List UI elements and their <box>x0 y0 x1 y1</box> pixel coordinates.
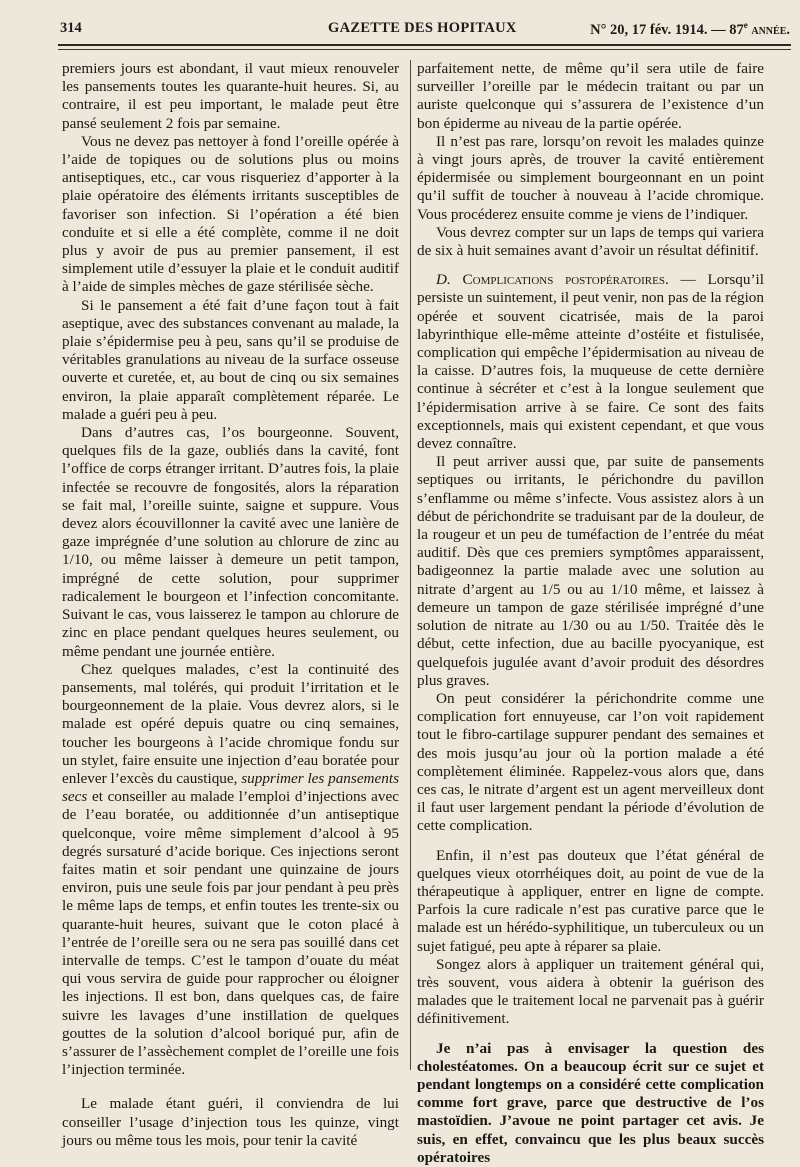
page-number: 314 <box>60 20 82 36</box>
left-paragraph-1: premiers jours est abondant, il vaut mieux renouveler les pansements toutes les quarante-huit heures. Si, au contraire, il est peu important, le malade peut être pansé seulement 2 fois par semaine. <box>62 60 399 132</box>
section-heading: Complications postopératoires. <box>462 271 669 289</box>
journal-title: GAZETTE DES HOPITAUX <box>328 20 517 36</box>
left-paragraph-2: Vous ne devez pas nettoyer à fond l’oreille opérée à l’aide de topiques ou de solutions plus ou moins antiseptiques, etc., car vous risqueriez d’apporter à la plaie opératoire des éléments irritants susceptibles de favoriser son infection. Si l’opération a été bien conduite et si elle a été complète, comme il ne doit plus y avoir de pus au premier pansement, il est simplement utile d’essuyer la plaie et le conduit auditif à l’aide de simples mèches de gaze stérilisée sèche. <box>62 132 399 296</box>
section-d-body: — Lorsqu’il persiste un suintement, il peut venir, non pas de la région opérée et souvent cicatrisée, mais de la paroi labyrinthique elle-même atteinte d’ostéite et fistulisée, complication qui empêche l’épidermisation au niveau de la caisse. D’autres fois, la muqueuse de cette dernière continue à sécréter et c’est à la longue seulement que l’épidermisation arrive à se faire. Ce sont des faits exceptionnels, mais qui existent cependant, et que vous devez connaître. <box>417 271 764 453</box>
left-paragraph-5 <box>62 661 399 1080</box>
left-paragraph-6: Le malade étant guéri, il conviendra de lui conseiller l’usage d’injection tous les quinze, vingt jours ou même tous les mois, pour tenir la cavité <box>62 1095 399 1149</box>
header-rule-thick <box>58 44 791 46</box>
header-rule-thin <box>58 49 791 50</box>
running-header <box>60 20 790 42</box>
right-paragraph-8: Songez alors à appliquer un traitement général qui, très souvent, vous aidera à obtenir la guérison des malades que le traitement local ne parvenait pas à guérir définitivement. <box>417 955 764 1028</box>
right-section-d-paragraph <box>417 271 764 453</box>
issue-year-label: année. <box>747 21 790 38</box>
left-column <box>62 60 399 1150</box>
right-paragraph-3: Vous devrez compter sur un laps de temps qui variera de six à huit semaines avant d’avoir un résultat définitif. <box>417 223 764 260</box>
right-paragraph-1: parfaitement nette, de même qu’il sera utile de faire surveiller l’oreille par le médecin traitant ou par un auriste quelconque qui s’assurera de l’existence d’un bon épiderme au niveau de la partie opérée. <box>417 60 764 132</box>
right-paragraph-2: Il n’est pas rare, lorsqu’on revoit les malades quinze à vingt jours après, de trouver la cavité entièrement épidermisée ou simplement bourgeonnant en un point qu’il suffit de toucher à nouveau à l’acide chromique. Vous procéderez ensuite comme je viens de l’indiquer. <box>417 132 764 223</box>
issue-info <box>590 20 790 39</box>
right-paragraph-6: On peut considérer la périchondrite comme une complication fort ennuyeuse, car l’on voit rapidement tout le fibro-cartilage suppurer pendant des semaines et des mois jusqu’au jour où la portion malade a été complètement éliminée. Rappelez-vous alors que, dans ces cas, le nitrate d’argent est un agent merveilleux dont il faut user largement pendant la période d’évolution de cette complication. <box>417 689 764 835</box>
right-paragraph-9: Je n’ai pas à envisager la question des cholestéatomes. On a beaucoup écrit sur ce sujet et pendant longtemps on a considéré cette complication comme fort grave, parce que destructive de l’os mastoïdien. J’avoue ne point partager cet avis. Je suis, en effet, convaincu que les plus beaux succès opératoires <box>417 1039 764 1166</box>
right-paragraph-5: Il peut arriver aussi que, par suite de pansements septiques ou irritants, le périchondre du pavillon s’enflamme ou même s’infecte. Vous assistez alors à un début de périchondrite se traduisant par de la douleur, de la rougeur et un peu de tuméfaction de l’entrée du méat auditif. Dès que ces premiers symptômes apparaissent, badigeonnez la partie malade avec une solution au nitrate d’argent au 1/5 ou au 1/10 même, et laissez à demeure un tampon de gaze stérilisée imprégné d’une solution de nitrate au 1/30 ou au 1/50. Traitée dès le début, cette infection, due au bacille pyocyanique, est quelquefois jugulée avant d’avoir produit des désordres plus graves. <box>417 453 764 689</box>
left-paragraph-5-end: et conseiller au malade l’emploi d’injections avec de l’eau boratée, ou additionnée d’un antiseptique quelconque, voire même simplement d’alcool à 95 degrés sursaturé d’acide borique. Ces injections seront faites matin et soir pendant une quinzaine de jours environ, puis une seule fois par jour pendant à peu près le même laps de temps, et enfin toutes les trente-six ou quarante-huit heures, suivant que le coton placé à l’entrée de l’oreille sera ou ne sera pas souillé dans cet intervalle de temps. C’est le tampon d’ouate du méat qui vous servira de guide pour rapprocher ou éloigner les injections. Il est bon, dans quelques cas, de faire suivre les lavages d’une instillation de quelques gouttes de la solution d’alcool boriqué pur, afin de s’assurer de l’assèchement complet de l’oreille une fois l’injection terminée. <box>62 788 399 1079</box>
section-letter: D. <box>436 271 451 289</box>
left-paragraph-3: Si le pansement a été fait d’une façon tout à fait aseptique, avec des substances convenant au malade, la plaie s’épidermise peu à peu, sans qu’il se produise de véritables granulations au niveau de la surface osseuse ouverte et curetée, et, au bout de cinq ou six semaines environ, la plaie apparaît complètement réparée. Le malade a guéri peu à peu. <box>62 296 399 423</box>
issue-year-ordinal: e <box>743 20 748 30</box>
issue-number-date: N° 20, 17 fév. 1914. — 87 <box>590 21 744 38</box>
left-paragraph-4: Dans d’autres cas, l’os bourgeonne. Souvent, quelques fils de la gaze, oubliés dans la cavité, font l’office de corps étranger irritant. D’autres fois, la plaie infectée se recouvre de fongosités, alors la réparation se fait mal, l’oreille suinte, saigne et suppure. Vous devez alors écouvillonner la cavité avec une lanière de gaze imprégnée d’une solution au chlorure de zinc au 1/10, ou même laisser à demeure un petit tampon, imprégné de cette solution, pour supprimer radicalement le bourgeon et l’infection concomitante. Suivant le cas, vous laisserez le tampon au chlorure de zinc en place pendant quelques heures seulement, ou même pendant une journée entière. <box>62 424 399 660</box>
right-column <box>417 60 764 1167</box>
left-paragraph-5-start: Chez quelques malades, c’est la continuité des pansements, mal tolérés, qui produit l’irritation et le bourgeonnement de la plaie. Vous devrez alors, si le malade est opéré depuis quatre ou cinq semaines, toucher les bourgeons à l’acide chromique fondu sur un stylet, faire ensuite une injection d’eau boratée pour enlever l’excès du caustique, <box>62 660 399 787</box>
left-paragraph-5-italic: supprimer les pansements secs <box>62 769 399 806</box>
right-paragraph-7: Enfin, il n’est pas douteux que l’état général de quelques vieux otorrhéiques doit, au point de vue de la thérapeutique à appliquer, entrer en ligne de compte. Parfois la cure radicale n’est pas curative parce que le malade est un hérédo-syphilitique, un tuberculeux ou un sujet fatigué, peu apte à réparer sa plaie. <box>417 846 764 955</box>
column-divider <box>410 60 411 1070</box>
